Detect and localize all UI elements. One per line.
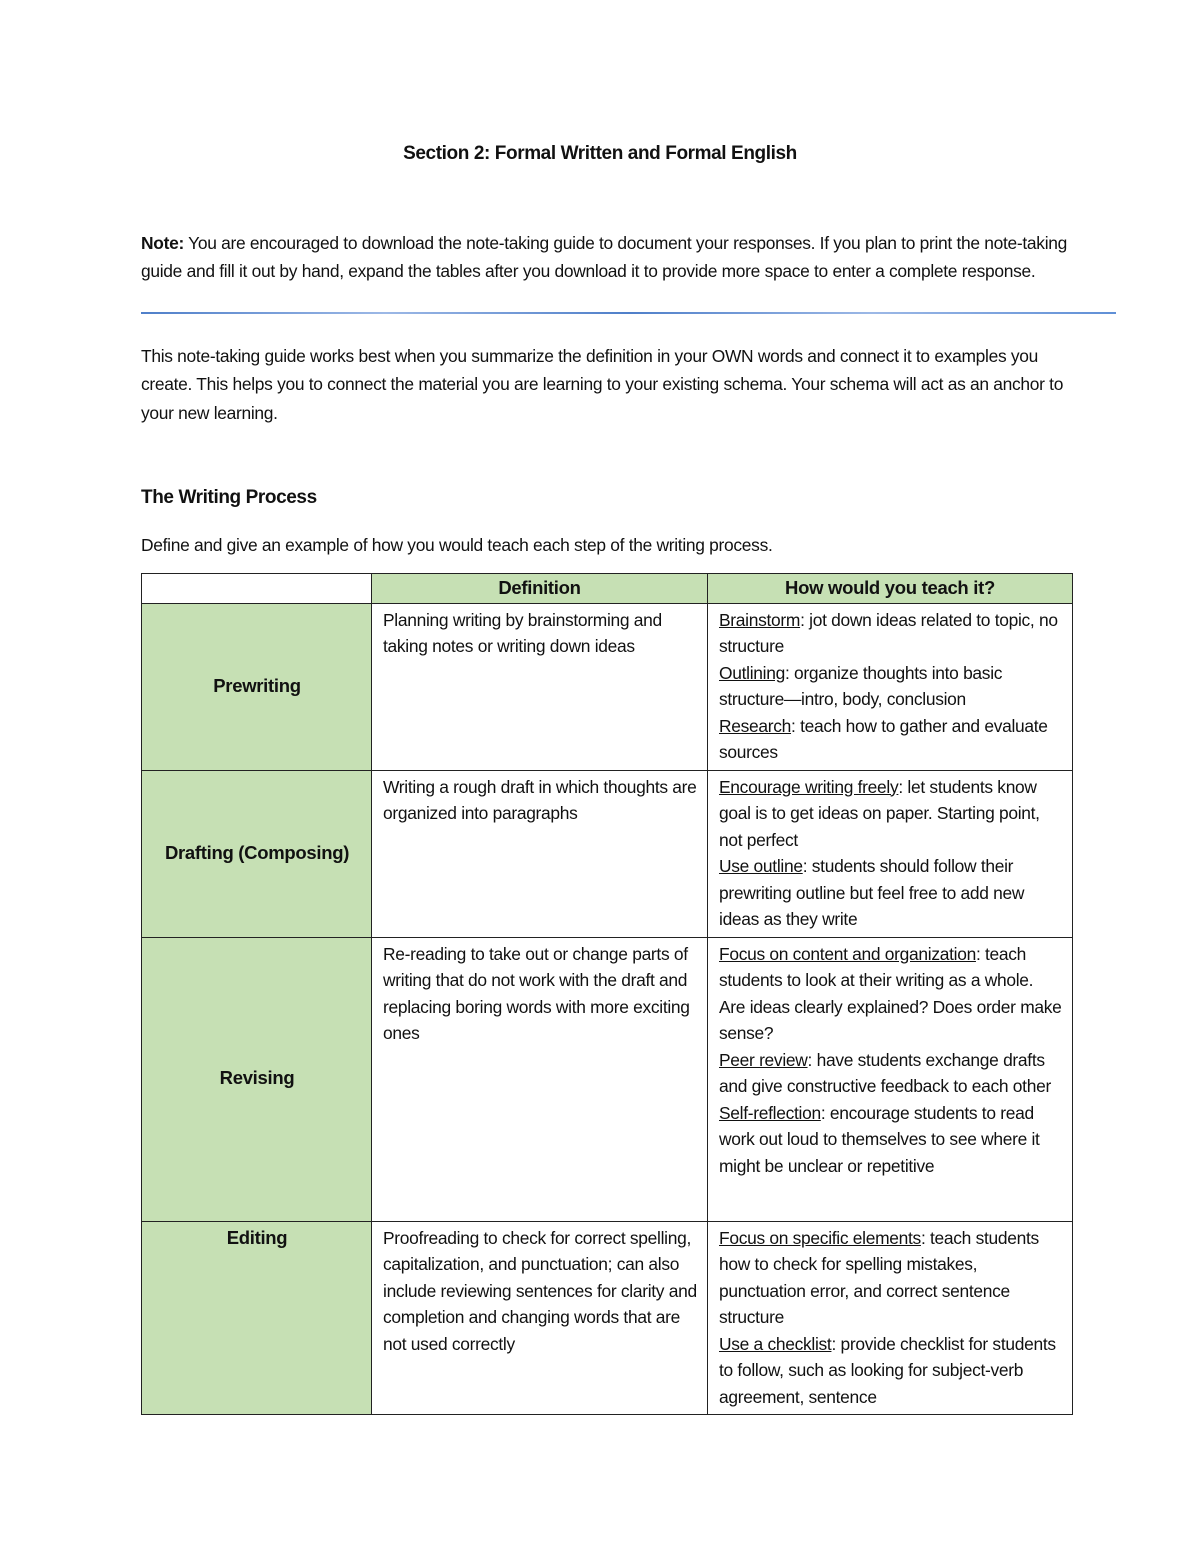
teach-item-text: : teach students how to check for spelling mistakes, punctuation error, and correct sentence structure xyxy=(719,1227,1039,1327)
teach-item-term: Self-reflection xyxy=(719,1102,821,1123)
writing-process-table xyxy=(141,573,1073,1415)
teach-item xyxy=(719,607,1062,660)
instructions: Define and give an example of how you would teach each step of the writing process. xyxy=(141,535,773,555)
divider xyxy=(141,312,1116,314)
teach-item-term: Peer review xyxy=(719,1049,808,1070)
table-header-row xyxy=(142,574,1073,604)
note-paragraph xyxy=(141,229,1081,286)
teach-item-term: Focus on content and organization xyxy=(719,943,976,964)
step-label: Editing xyxy=(142,1221,372,1415)
note-label: Note: xyxy=(141,233,184,253)
teach-item xyxy=(719,941,1062,1047)
teach-item xyxy=(719,1225,1062,1331)
definition-cell: Re-reading to take out or change parts of writing that do not work with the draft and replacing boring words with more exciting ones xyxy=(372,937,708,1221)
teach-item-text: : encourage students to read work out loud to themselves to see where it might be unclear or repetitive xyxy=(719,1102,1040,1176)
summary-paragraph: This note-taking guide works best when you summarize the definition in your OWN words and connect it to examples you create. This helps you to connect the material you are learning to your existing schema. Your schema will act as an anchor to your new learning. xyxy=(141,346,1064,423)
teach-item-term: Use outline xyxy=(719,856,803,876)
definition-cell: Writing a rough draft in which thoughts are organized into paragraphs xyxy=(372,770,708,937)
step-label: Revising xyxy=(142,937,372,1221)
teach-item-text: : have students exchange drafts and give constructive feedback to each other xyxy=(719,1049,1051,1096)
step-label: Drafting (Composing) xyxy=(142,770,372,937)
teach-item-text: : organize thoughts into basic structure—intro, body, conclusion xyxy=(719,662,1003,709)
teach-cell xyxy=(708,937,1073,1221)
teach-item xyxy=(719,1100,1062,1180)
teach-cell xyxy=(708,1221,1073,1415)
teach-item-term: Encourage writing freely xyxy=(719,776,899,797)
teach-item xyxy=(719,853,1062,933)
teach-item-text: : let students know goal is to get ideas on paper. Starting point, not perfect xyxy=(719,776,1040,850)
teach-item-term: Brainstorm xyxy=(719,609,801,630)
teach-item xyxy=(719,774,1062,854)
note-text: You are encouraged to download the note-taking guide to document your responses. If you plan to print the note-taking guide and fill it out by hand, expand the tables after you download it to provide more space to enter a complete response. xyxy=(141,233,1068,282)
teach-item-text: : provide checklist for students to follow, such as looking for subject-verb agreement, sentence xyxy=(719,1333,1056,1407)
teach-item-term: Research xyxy=(719,715,792,736)
teach-item xyxy=(719,1047,1062,1100)
step-label: Prewriting xyxy=(142,603,372,770)
teach-item-text: : students should follow their prewriting outline but feel free to add new ideas as they write xyxy=(719,856,1025,929)
definition-cell: Planning writing by brainstorming and taking notes or writing down ideas xyxy=(372,603,708,770)
teach-item-text: : teach how to gather and evaluate sources xyxy=(719,715,1048,762)
table-row xyxy=(142,770,1073,937)
teach-item xyxy=(719,713,1062,766)
teach-item-term: Focus on specific elements xyxy=(719,1227,921,1248)
header-blank xyxy=(142,574,372,604)
definition-cell: Proofreading to check for correct spelling, capitalization, and punctuation; can also include reviewing sentences for clarity and completion and changing words that are not used correctly xyxy=(372,1221,708,1415)
section-heading: The Writing Process xyxy=(141,487,317,508)
table-row xyxy=(142,937,1073,1221)
teach-item xyxy=(719,660,1062,713)
table-row xyxy=(142,603,1073,770)
table-row xyxy=(142,1221,1073,1415)
teach-item-text: : jot down ideas related to topic, no structure xyxy=(719,609,1058,656)
page-title: Section 2: Formal Written and Formal English xyxy=(403,143,797,164)
teach-item-term: Use a checklist xyxy=(719,1333,832,1354)
teach-cell xyxy=(708,770,1073,937)
header-teach: How would you teach it? xyxy=(708,574,1073,604)
teach-item xyxy=(719,1331,1062,1411)
teach-item-text: : teach students to look at their writing as a whole. Are ideas clearly explained? Does order make sense? xyxy=(719,943,1062,1043)
teach-item-term: Outlining xyxy=(719,662,785,683)
teach-cell xyxy=(708,603,1073,770)
header-definition: Definition xyxy=(372,574,708,604)
